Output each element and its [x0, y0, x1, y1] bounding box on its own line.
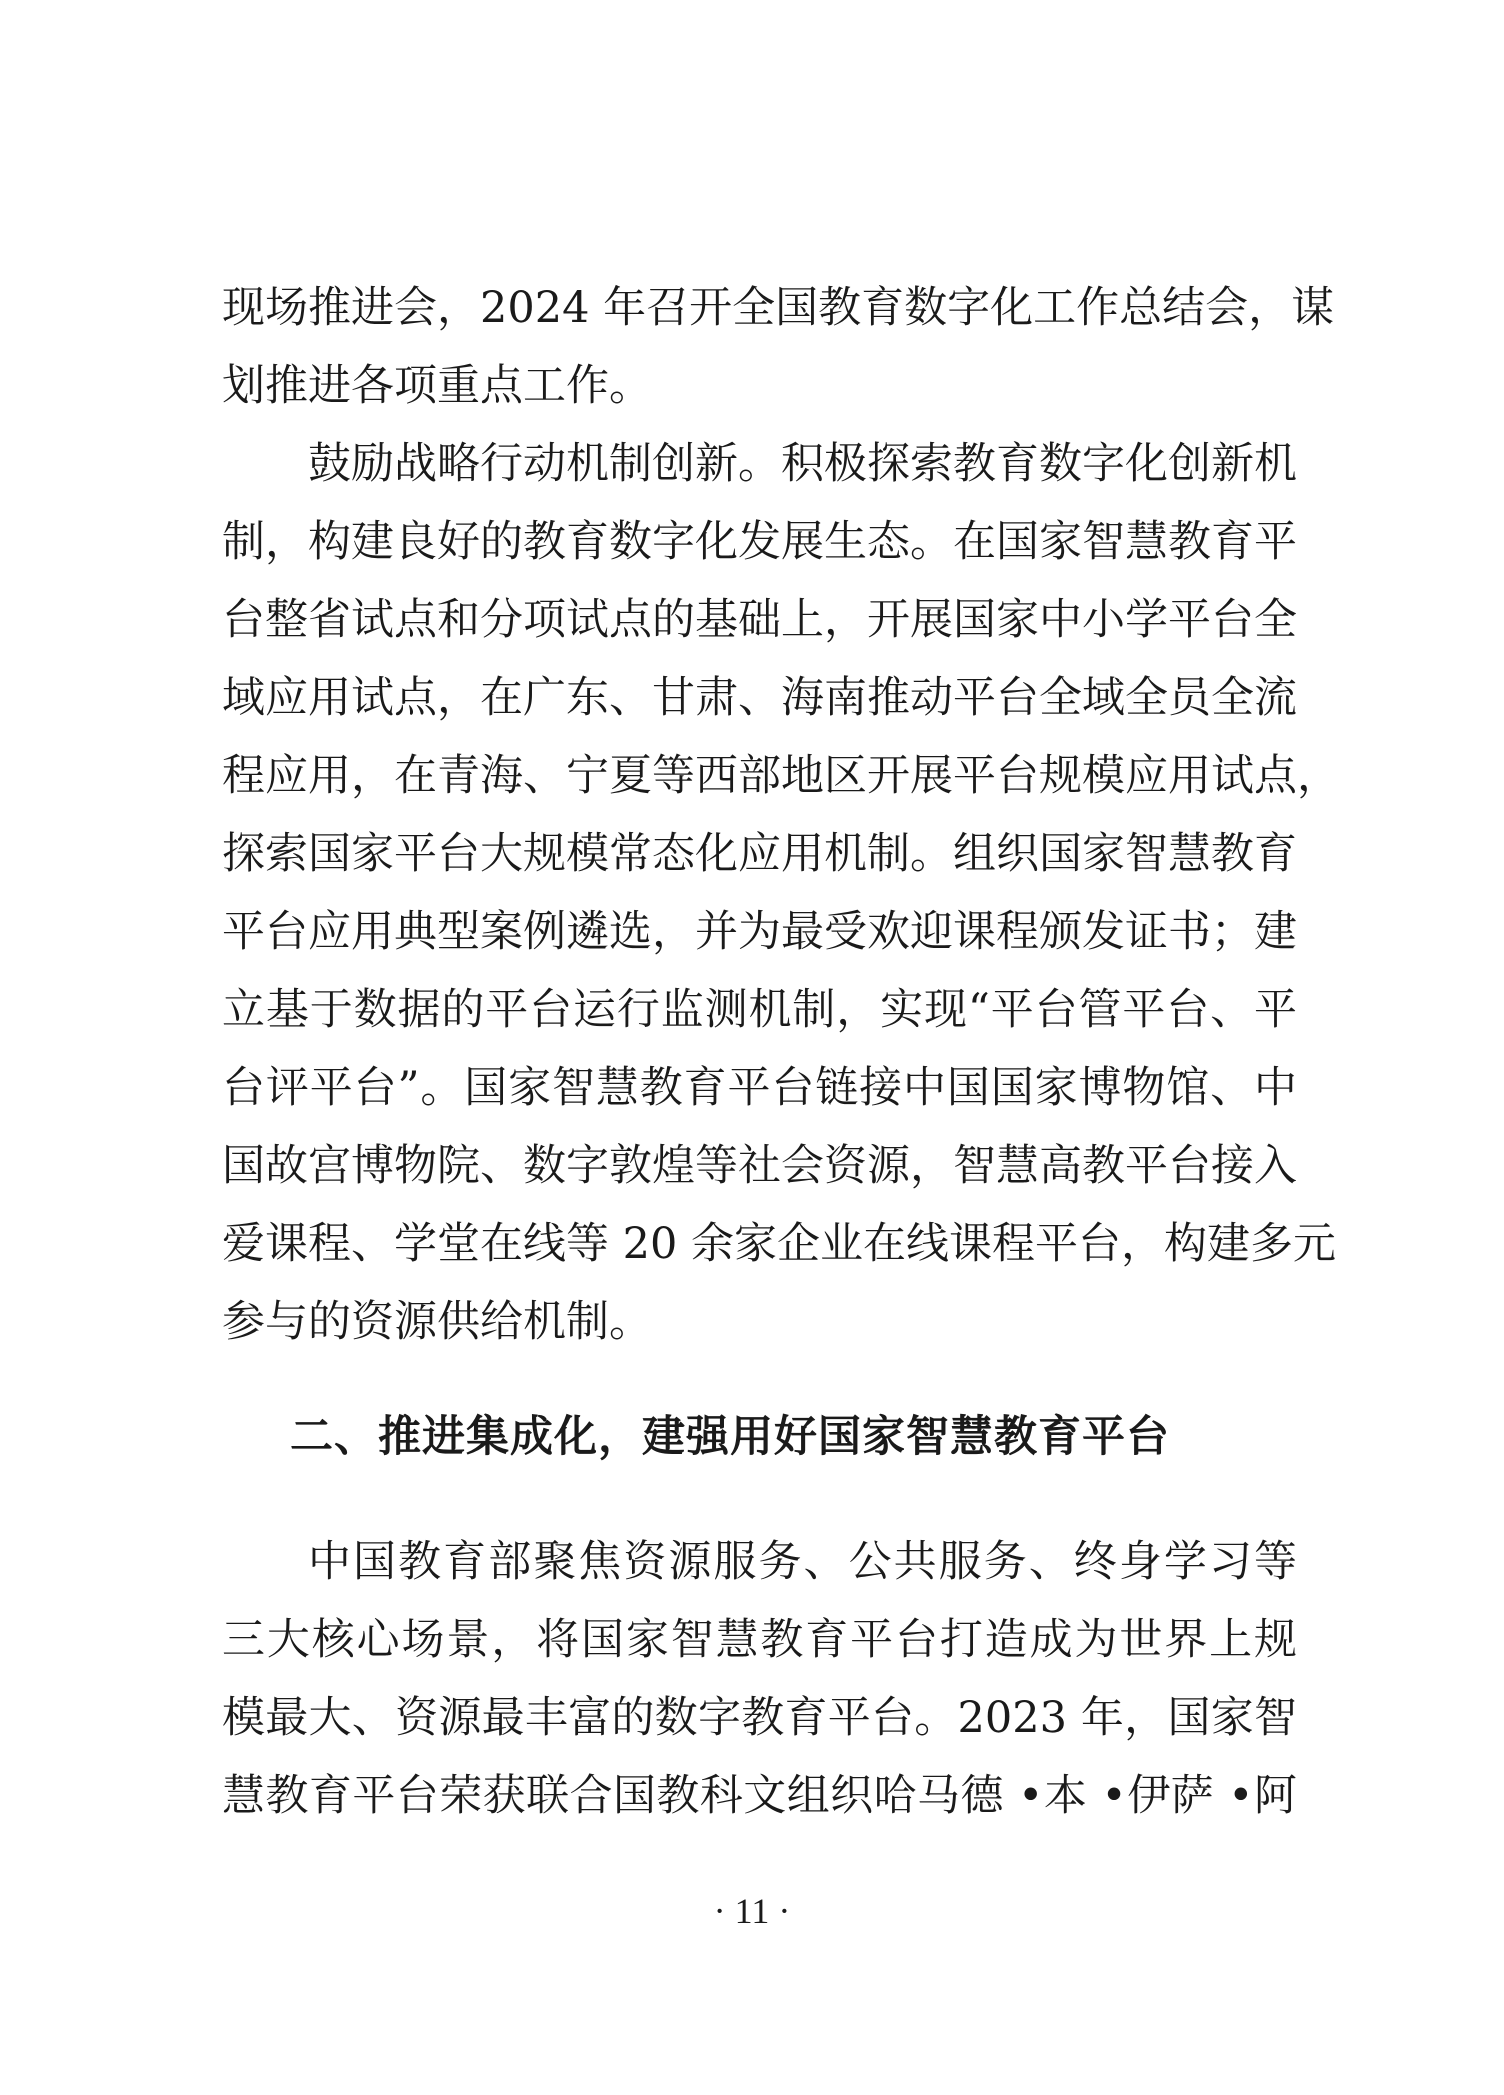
paragraph-2-line-2: 制，构建良好的教育数字化发展生态。在国家智慧教育平	[222, 517, 1297, 567]
paragraph-2-line-5: 程应用，在青海、宁夏等西部地区开展平台规模应用试点，	[222, 751, 1340, 801]
paragraph-2-line-10: 国故宫博物院、数字敦煌等社会资源，智慧高教平台接入	[222, 1141, 1297, 1191]
paragraph-2-line-9: 台评平台”。国家智慧教育平台链接中国国家博物馆、中	[222, 1063, 1297, 1113]
paragraph-2-line-1: 鼓励战略行动机制创新。积极探索教育数字化创新机	[308, 439, 1297, 489]
section-paragraph-line-2: 三大核心场景，将国家智慧教育平台打造成为世界上规	[222, 1615, 1297, 1665]
paragraph-1-line-2: 划推进各项重点工作。	[222, 361, 652, 411]
paragraph-2-line-11: 爱课程、学堂在线等 20 余家企业在线课程平台，构建多元	[222, 1219, 1337, 1269]
paragraph-1-line-1: 现场推进会，2024 年召开全国教育数字化工作总结会，谋	[222, 283, 1335, 333]
section-paragraph-line-3: 模最大、资源最丰富的数字教育平台。2023 年，国家智	[222, 1693, 1297, 1743]
paragraph-2-line-4: 域应用试点，在广东、甘肃、海南推动平台全域全员全流	[222, 673, 1297, 723]
page-number: · 11 ·	[713, 1891, 791, 1931]
paragraph-2-line-12: 参与的资源供给机制。	[222, 1297, 652, 1347]
paragraph-2-line-7: 平台应用典型案例遴选，并为最受欢迎课程颁发证书；建	[222, 907, 1297, 957]
section-heading: 二、推进集成化，建强用好国家智慧教育平台	[290, 1412, 1170, 1462]
section-paragraph-line-4: 慧教育平台荣获联合国教科文组织哈马德 •本 •伊萨 •阿	[222, 1771, 1297, 1821]
paragraph-2-line-3: 台整省试点和分项试点的基础上，开展国家中小学平台全	[222, 595, 1297, 645]
section-paragraph-line-1: 中国教育部聚焦资源服务、公共服务、终身学习等	[308, 1537, 1297, 1587]
paragraph-2-line-6: 探索国家平台大规模常态化应用机制。组织国家智慧教育	[222, 829, 1297, 879]
paragraph-2-line-8: 立基于数据的平台运行监测机制，实现“平台管平台、平	[222, 985, 1297, 1035]
